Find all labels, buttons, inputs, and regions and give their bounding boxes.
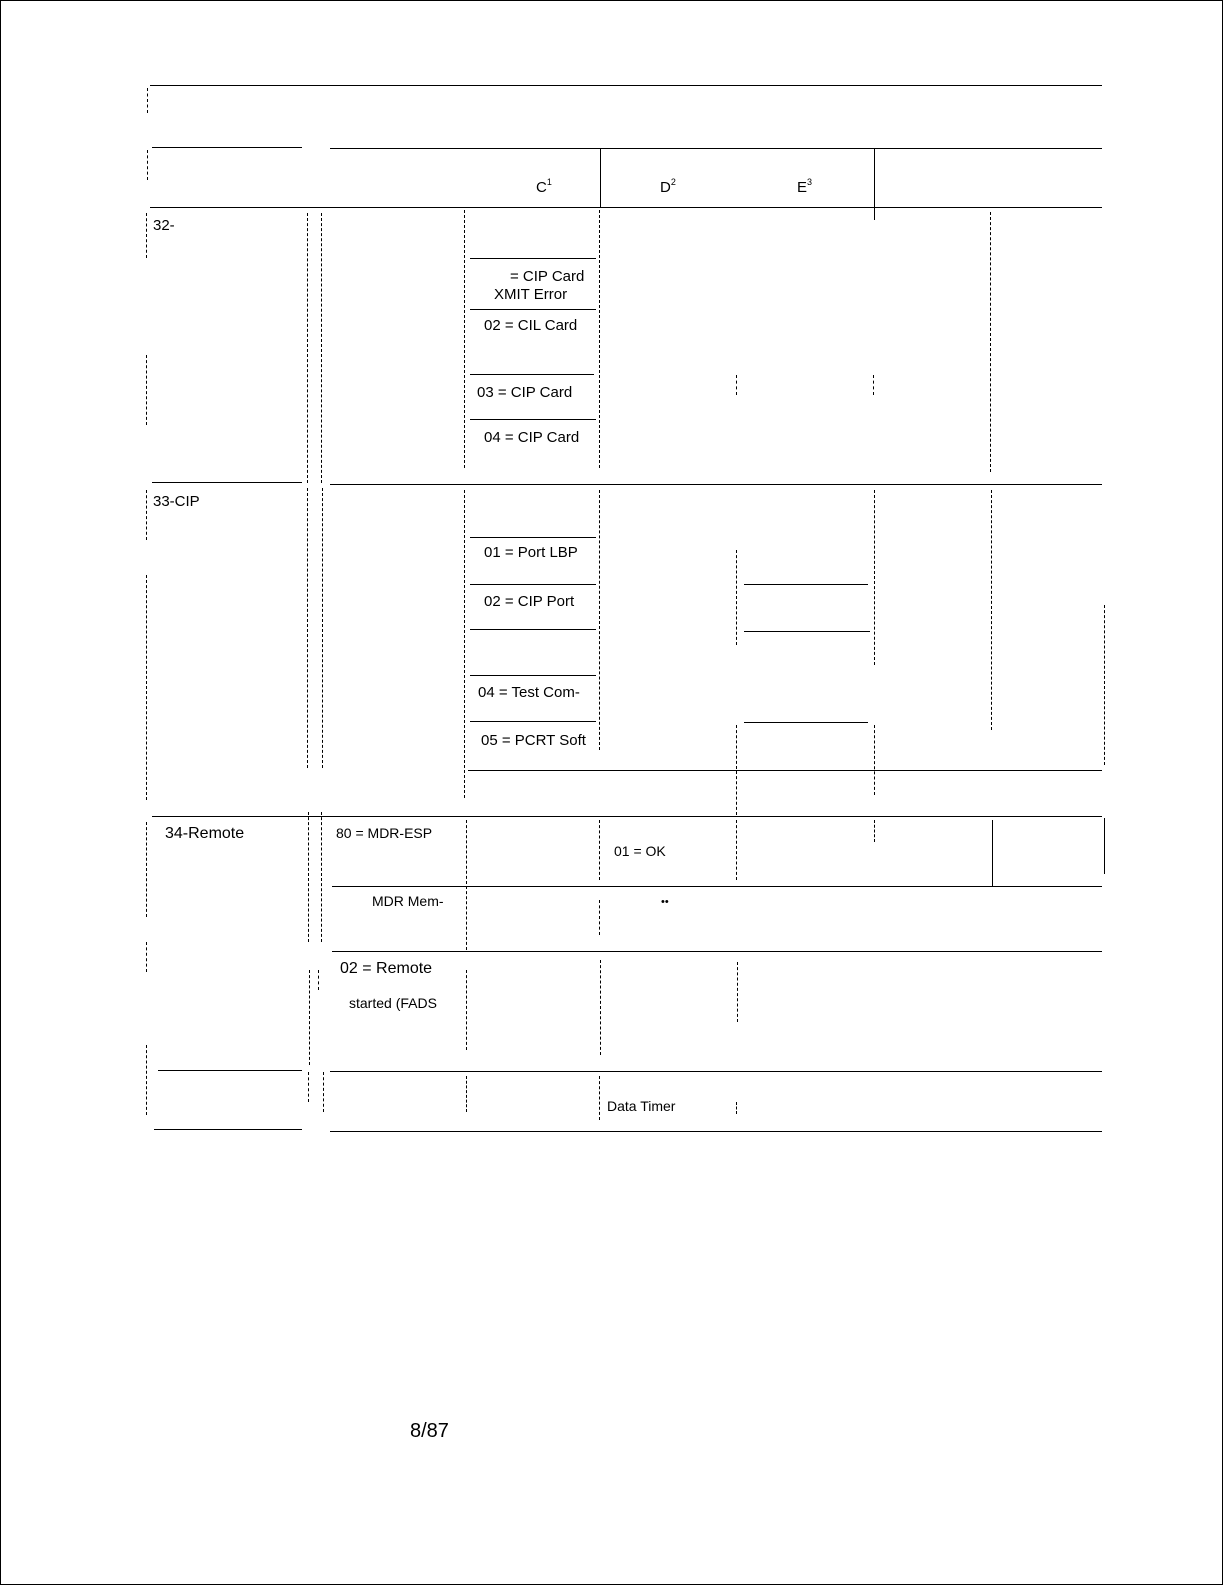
header-rule-left [152, 147, 302, 148]
row33-c1-label: 01 = Port LBP [484, 544, 578, 561]
row34-rule-1 [332, 886, 1102, 887]
row32-c2-label: 02 = CIL Card [484, 317, 578, 334]
row34-col-b-2 [466, 970, 467, 1050]
row33-col-a2 [322, 488, 323, 768]
row32-col-a2 [321, 213, 322, 483]
row33-left-dash [146, 490, 147, 540]
row33-c5-label: 05 = PCRT Soft [481, 732, 586, 749]
row32-c-rule-4 [470, 419, 596, 420]
row34-left-dash-2 [146, 942, 147, 972]
row33-col-e [874, 490, 875, 665]
row-label-34: 34-Remote [165, 825, 245, 842]
left-margin-dash-2 [147, 150, 148, 180]
table-bottom-rule-left [154, 1129, 302, 1130]
row32-col-a [307, 213, 308, 483]
row33-left-dash-2 [146, 575, 147, 800]
row35-col-d [736, 1102, 737, 1114]
section-rule-32-33-right [330, 484, 1102, 485]
row34-col-d [736, 820, 737, 880]
row34-col-c [599, 820, 600, 880]
row32-left-dash [146, 213, 147, 258]
row34-d1-label: 01 = OK [614, 843, 666, 859]
row34-b2-label: MDR Mem- [372, 893, 444, 909]
column-header-c: $C^1$ [536, 177, 552, 196]
row33-e-rule-1 [744, 584, 868, 585]
row-label-32: 32- [153, 217, 175, 234]
column-header-e: $E^3$ [797, 177, 813, 196]
section-rule-33-34 [152, 816, 1102, 817]
row33-col-a [307, 488, 308, 768]
row32-col-b [464, 210, 465, 468]
row33-c-rule-1 [470, 537, 596, 538]
row34-b3b-label: started (FADS [349, 995, 437, 1011]
header-divider-e [874, 148, 875, 220]
row32-c-rule-2 [470, 309, 596, 310]
row33-e-rule-2 [744, 631, 870, 632]
row34-col-c-2 [599, 900, 600, 935]
row33-col-d [736, 550, 737, 645]
row34-col-a-2 [309, 970, 310, 1065]
row32-c-rule-1 [470, 258, 596, 259]
row32-c1-label: = CIP Card [510, 268, 585, 285]
row34-rule-3-left [158, 1070, 302, 1071]
row32-col-c [599, 210, 600, 468]
header-bottom-rule [150, 207, 1102, 208]
row-label-33: 33-CIP [153, 493, 200, 510]
row32-c3-label: 03 = CIP Card [477, 384, 573, 401]
row33-e-rule-3 [744, 722, 868, 723]
row35-col-a2 [323, 1072, 324, 1112]
row34-col-a2-2 [318, 970, 319, 990]
row33-c-rule-4 [470, 675, 596, 676]
row33-col-b [464, 490, 465, 798]
row33-c4-label: 04 = Test Com- [478, 684, 580, 701]
header-divider-c-d [600, 148, 601, 208]
row34-rule-2 [332, 951, 1102, 952]
row35-col-a [308, 1072, 309, 1102]
row33-bottom-rule [468, 770, 1102, 771]
row33-c-rule-5 [470, 721, 596, 722]
row34-d2-label: •• [661, 896, 669, 908]
row32-col-f [990, 212, 991, 472]
row34-col-g [1104, 818, 1105, 874]
row32-col-d [736, 375, 737, 395]
row33-col-e-lower [874, 725, 875, 795]
row35-col-b [466, 1076, 467, 1112]
table-top-rule [150, 85, 1102, 86]
row33-col-g [1104, 605, 1105, 765]
table-bottom-rule-right [330, 1131, 1102, 1132]
footer-date: 8/87 [410, 1420, 449, 1442]
row32-col-e [873, 375, 874, 395]
section-rule-32-33-left [152, 482, 302, 483]
row34-col-d-2 [737, 962, 738, 1022]
row34-b1-label: 80 = MDR-ESP [336, 825, 433, 841]
row34-col-a2 [321, 812, 322, 942]
row33-c2-label: 02 = CIP Port [484, 593, 575, 610]
row33-col-f [991, 490, 992, 730]
row33-c-rule-2 [470, 584, 596, 585]
left-margin-dash-1 [147, 88, 148, 113]
row34-d4-label: Data Timer [607, 1098, 676, 1114]
row33-col-c [599, 490, 600, 750]
row34-col-a [308, 812, 309, 942]
row32-c-rule-3 [470, 374, 594, 375]
row34-col-b [466, 820, 467, 950]
row32-c1b-label: XMIT Error [494, 286, 568, 303]
row34-col-c-3 [600, 960, 601, 1055]
row34-rule-3-right [330, 1071, 1102, 1072]
row32-c4-label: 04 = CIP Card [484, 429, 580, 446]
row34-col-e [874, 820, 875, 842]
row35-col-c [599, 1076, 600, 1120]
row35-left-dash [146, 1045, 147, 1115]
row32-left-dash-2 [146, 355, 147, 425]
row34-b3-label: 02 = Remote [340, 960, 433, 977]
header-rule-right [330, 148, 1102, 149]
row33-c-rule-3 [470, 629, 596, 630]
row34-left-dash [146, 822, 147, 917]
row34-col-f [992, 820, 993, 886]
column-header-d: $D^2$ [660, 177, 676, 196]
